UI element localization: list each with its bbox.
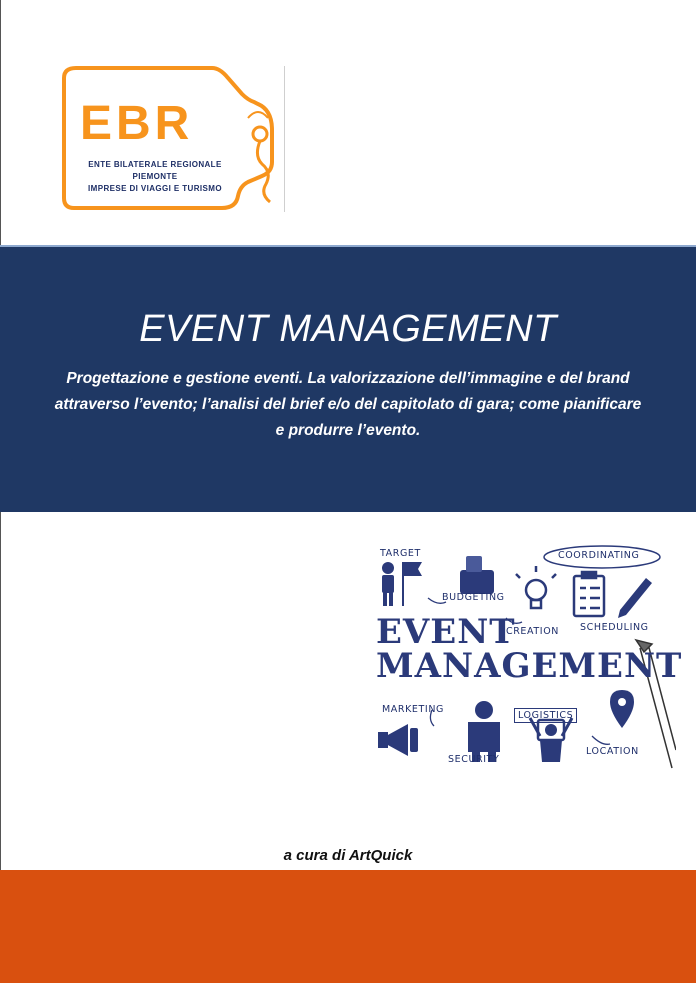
label-logistics: LOGISTICS [514, 708, 577, 723]
label-scheduling: SCHEDULING [580, 622, 649, 633]
illustration-word-event: EVENT [376, 612, 516, 652]
footer-bar [0, 870, 696, 983]
ebr-logo [62, 66, 288, 212]
clipboard-icon [574, 572, 604, 616]
label-creation: CREATION [506, 626, 559, 637]
label-target: TARGET [380, 548, 421, 559]
target-icon [382, 562, 422, 606]
label-coordinating: COORDINATING [558, 550, 640, 561]
label-security: SECURITY [448, 754, 500, 765]
document-subtitle: Progettazione e gestione eventi. La valorizzazione dell’immagine e del brand attraverso l’evento; l’analisi del brief e/o del capitolato di gara; come pianificare e produrre l’evento. [54, 370, 642, 439]
event-management-illustration [372, 540, 683, 778]
location-pin-icon [610, 690, 634, 728]
logo-divider [284, 66, 285, 212]
illustration-word-management: MANAGEMENT [376, 646, 683, 686]
megaphone-icon [378, 724, 418, 756]
lightbulb-icon [516, 566, 556, 608]
logo-mark: EBR [80, 97, 194, 150]
pen-icon [618, 578, 652, 618]
credit-line: a cura di ArtQuick [283, 847, 413, 864]
security-icon [468, 701, 500, 762]
document-title: EVENT MANAGEMENT [139, 308, 557, 350]
label-location: LOCATION [586, 746, 639, 757]
logo-text-line-3: IMPRESE DI VIAGGI E TURISMO [88, 184, 222, 193]
banner-top-rule [0, 245, 696, 247]
wallet-icon [460, 556, 494, 594]
label-budgeting: BUDGETING [442, 592, 505, 603]
logo-text-line-2: PIEMONTE [132, 172, 178, 181]
label-marketing: MARKETING [382, 704, 445, 715]
logistics-icon [530, 718, 572, 762]
logo-text-line-1: ENTE BILATERALE REGIONALE [88, 160, 222, 169]
